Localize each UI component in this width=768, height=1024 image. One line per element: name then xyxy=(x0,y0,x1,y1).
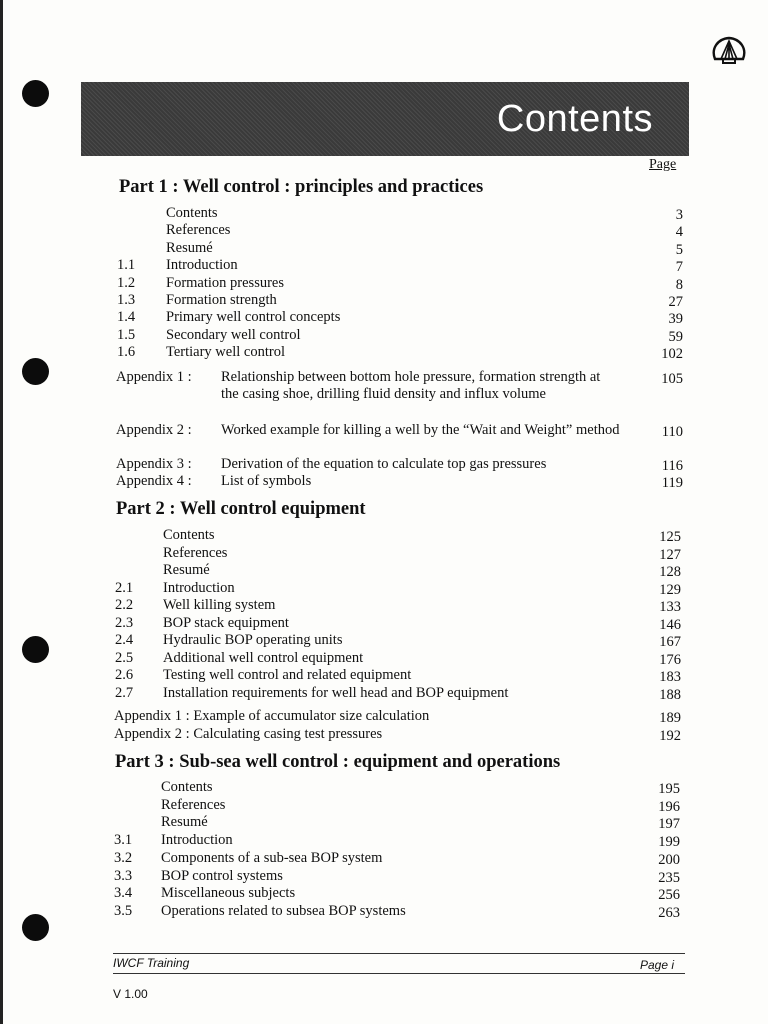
entry-page: 39 xyxy=(668,311,683,328)
footer-title: IWCF Training xyxy=(113,956,190,970)
entry-page: 27 xyxy=(668,294,683,310)
entry-page: 128 xyxy=(659,564,681,580)
entry-title: Components of a sub-sea BOP system xyxy=(161,849,383,866)
entry-page: 129 xyxy=(659,581,681,598)
section-number: 2.4 xyxy=(115,632,134,648)
section-number: 3.1 xyxy=(114,832,133,849)
appendix-label: Appendix 1 : Example of accumulator size calculation xyxy=(114,708,430,724)
entry-title: References xyxy=(166,222,231,239)
entry-title: Additional well control equipment xyxy=(163,649,364,666)
entry-title: Introduction xyxy=(163,579,235,596)
entry-title: Operations related to subsea BOP systems xyxy=(161,902,406,919)
entry-page: 4 xyxy=(675,224,683,241)
entry-title: BOP control systems xyxy=(161,867,283,884)
toc-entry xyxy=(115,562,681,580)
entry-page: 102 xyxy=(661,346,683,363)
toc-entry xyxy=(115,615,681,633)
entry-page: 146 xyxy=(659,616,681,633)
appendix-entry xyxy=(114,726,681,743)
appendix-title: Derivation of the equation to calculate top gas pressures xyxy=(221,456,547,472)
entry-title: Secondary well control xyxy=(166,326,301,343)
toc-entry xyxy=(114,903,680,921)
binder-hole-icon xyxy=(22,636,49,663)
entry-page: 7 xyxy=(675,259,683,276)
entry-title: Introduction xyxy=(166,257,238,274)
entry-page: 59 xyxy=(668,328,683,345)
part-3-title: Part 3 : Sub-sea well control : equipment and operations xyxy=(115,752,561,772)
appendix-title: List of symbols xyxy=(221,473,312,489)
entry-title: Testing well control and related equipment xyxy=(163,667,412,683)
entry-page: 197 xyxy=(658,816,680,833)
appendix-label: Appendix 3 : xyxy=(116,456,192,472)
footer-rule-bottom xyxy=(113,973,685,974)
appendix-label: Appendix 2 : xyxy=(116,422,192,438)
toc-entry xyxy=(115,667,681,685)
entry-title: Formation strength xyxy=(166,292,277,308)
section-number: 2.5 xyxy=(115,649,134,666)
appendix-page: 119 xyxy=(661,475,683,491)
part-2-title: Part 2 : Well control equipment xyxy=(116,499,366,519)
part-1-title: Part 1 : Well control : principles and practices xyxy=(119,177,484,197)
section-number: 1.5 xyxy=(117,326,136,343)
entry-title: Primary well control concepts xyxy=(166,309,341,326)
appendix-page: 192 xyxy=(659,728,681,744)
toc-entry xyxy=(115,650,681,668)
entry-page: 167 xyxy=(659,634,681,650)
entry-title: Contents xyxy=(166,205,218,221)
section-number: 1.2 xyxy=(117,274,136,291)
entry-title: Resumé xyxy=(163,562,210,578)
entry-page: 195 xyxy=(658,781,680,797)
toc-entry xyxy=(114,779,680,797)
entry-page: 133 xyxy=(659,599,681,615)
appendix-page: 110 xyxy=(661,424,683,440)
entry-title: Well killing system xyxy=(163,597,276,613)
page-column-header: Page xyxy=(649,157,677,172)
toc-entry xyxy=(117,292,683,310)
toc-entry xyxy=(117,344,683,362)
entry-title: BOP stack equipment xyxy=(163,614,289,631)
entry-page: 199 xyxy=(658,834,680,851)
entry-page: 188 xyxy=(659,686,681,703)
binder-hole-icon xyxy=(22,358,49,385)
section-number: 2.2 xyxy=(115,597,134,613)
section-number: 2.1 xyxy=(115,579,134,596)
page-edge xyxy=(0,0,3,1024)
entry-title: Introduction xyxy=(161,832,233,849)
appendix-label: Appendix 4 : xyxy=(116,473,192,489)
version-label: V 1.00 xyxy=(113,987,148,1001)
toc-entry xyxy=(117,309,683,327)
section-number: 2.6 xyxy=(115,667,134,683)
binder-hole-icon xyxy=(22,80,49,107)
entry-title: Hydraulic BOP operating units xyxy=(163,632,343,648)
appendix-entry xyxy=(116,456,683,473)
toc-entry xyxy=(114,797,680,815)
appendix-page: 116 xyxy=(661,458,683,474)
section-number: 1.4 xyxy=(117,309,136,326)
entry-title: Installation requirements for well head and BOP equipment xyxy=(163,684,509,701)
toc-entry xyxy=(114,832,680,850)
entry-title: References xyxy=(161,796,226,813)
appendix-title: Relationship between bottom hole pressure, formation strength at the casing shoe, drilling fluid density and influx volume xyxy=(221,369,601,402)
toc-entry xyxy=(117,240,683,258)
section-number: 3.3 xyxy=(114,867,133,884)
toc-entry xyxy=(115,632,681,650)
toc-entry xyxy=(117,327,683,345)
toc-entry xyxy=(117,222,683,240)
section-number: 2.7 xyxy=(115,684,134,701)
toc-entry xyxy=(114,814,680,832)
appendix-entry xyxy=(116,422,683,456)
toc-entry xyxy=(114,850,680,868)
section-number: 3.4 xyxy=(114,885,133,902)
contents-banner xyxy=(81,82,689,156)
entry-page: 3 xyxy=(675,207,683,223)
toc-entry xyxy=(114,885,680,903)
toc-entry xyxy=(115,580,681,598)
appendix-entry xyxy=(114,708,681,725)
entry-page: 176 xyxy=(659,651,681,668)
entry-page: 196 xyxy=(658,798,680,815)
toc-entry xyxy=(115,527,681,545)
appendix-title: Worked example for killing a well by the “Wait and Weight” method xyxy=(221,422,620,438)
appendix-label: Appendix 1 : xyxy=(116,369,192,385)
entry-page: 256 xyxy=(658,887,680,904)
entry-page: 235 xyxy=(658,869,680,886)
binder-hole-icon xyxy=(22,914,49,941)
entry-title: References xyxy=(163,544,228,561)
section-number: 3.5 xyxy=(114,902,133,919)
entry-page: 183 xyxy=(659,669,681,685)
appendix-entry xyxy=(116,369,683,421)
entry-title: Miscellaneous subjects xyxy=(161,885,296,902)
section-number: 1.6 xyxy=(117,344,136,361)
toc-entry xyxy=(115,685,681,703)
section-number: 1.3 xyxy=(117,292,136,308)
toc-entry xyxy=(117,275,683,293)
appendix-label: Appendix 2 : Calculating casing test pressures xyxy=(114,726,383,742)
entry-title: Contents xyxy=(163,527,215,543)
entry-page: 200 xyxy=(658,851,680,868)
toc-entry xyxy=(114,868,680,886)
toc-entry xyxy=(117,205,683,223)
entry-title: Formation pressures xyxy=(166,274,284,291)
section-number: 2.3 xyxy=(115,614,134,631)
toc-entry xyxy=(115,597,681,615)
appendix-entry xyxy=(116,473,683,490)
entry-page: 5 xyxy=(675,241,683,258)
page-title: Contents xyxy=(496,98,653,140)
footer-rule-top xyxy=(113,953,685,954)
entry-title: Tertiary well control xyxy=(166,344,285,361)
appendix-page: 105 xyxy=(661,371,683,387)
entry-page: 8 xyxy=(675,276,683,293)
entry-page: 263 xyxy=(658,904,680,921)
shell-logo-icon xyxy=(711,35,747,65)
toc-entry xyxy=(117,257,683,275)
entry-page: 127 xyxy=(659,546,681,563)
appendix-page: 189 xyxy=(659,710,681,726)
entry-title: Resumé xyxy=(166,239,213,256)
footer-page-number: Page i xyxy=(640,958,675,972)
entry-title: Resumé xyxy=(161,814,208,831)
entry-title: Contents xyxy=(161,779,213,795)
entry-page: 125 xyxy=(659,529,681,545)
section-number: 3.2 xyxy=(114,849,133,866)
section-number: 1.1 xyxy=(117,257,136,274)
toc-entry xyxy=(115,545,681,563)
